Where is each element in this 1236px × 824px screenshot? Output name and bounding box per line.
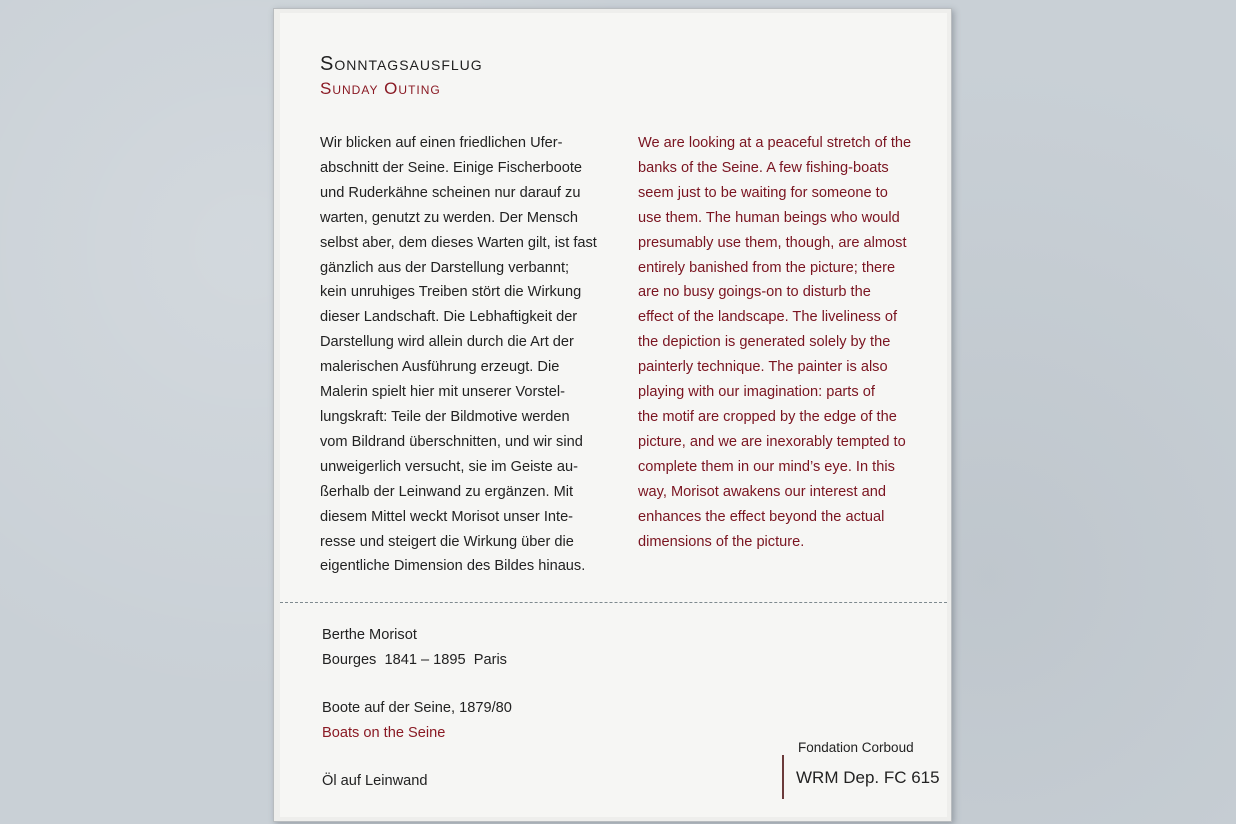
german-text-line: und Ruderkähne scheinen nur darauf zu [320,184,581,201]
english-text-line: picture, and we are inexorably tempted to [638,433,906,450]
english-text-line: presumably use them, though, are almost [638,234,907,251]
vertical-rule [782,755,784,799]
english-text-line: painterly technique. The painter is also [638,359,888,376]
german-text-line: lungskraft: Teile der Bildmotive werden [320,408,570,425]
german-text-line: warten, genutzt zu werden. Der Mensch [320,209,578,226]
german-text-line: ßerhalb der Leinwand zu ergänzen. Mit [320,483,574,500]
german-text-column [320,131,602,579]
english-text-line: dimensions of the picture. [638,533,805,550]
german-text-line: selbst aber, dem dieses Warten gilt, ist fast [320,234,597,251]
german-text-line: diesem Mittel weckt Morisot unser Inte- [320,508,574,525]
german-text-line: Darstellung wird allein durch die Art der [320,334,574,351]
german-text-line: unweigerlich versucht, sie im Geiste au- [320,458,578,475]
english-text-line: We are looking at a peaceful stretch of the [638,135,912,151]
german-text-line: malerischen Ausführung erzeugt. Die [320,359,560,376]
artist-name: Berthe Morisot [322,627,417,643]
german-text-line: Malerin spielt hier mit unserer Vorstel- [320,384,565,401]
label-card-face [280,13,947,817]
inventory-number: WRM Dep. FC 615 [796,768,940,787]
german-text-line: kein unruhiges Treiben stört die Wirkung [320,284,582,301]
english-text-line: the motif are cropped by the edge of the [638,408,897,425]
english-text-line: seem just to be waiting for someone to [638,184,888,201]
title-german: Sonntagsausflug [320,53,483,75]
english-text-line: way, Morisot awakens our interest and [638,483,886,500]
section-divider [280,602,947,603]
artist-life-dates: Bourges 1841 – 1895 Paris [322,652,507,668]
german-text-line: dieser Landschaft. Die Lebhaftigkeit der [320,309,578,326]
german-text-line: abschnitt der Seine. Einige Fischerboote [320,159,583,176]
english-text-column [638,131,918,554]
german-text-line: gänzlich aus der Darstellung verbannt; [320,259,570,276]
english-text-line: use them. The human beings who would [638,209,900,226]
english-text-line: banks of the Seine. A few fishing-boats [638,159,889,176]
german-text-line: Wir blicken auf einen friedlichen Ufer- [320,135,563,151]
work-title-english: Boats on the Seine [322,725,446,741]
english-text-line: entirely banished from the picture; there [638,259,896,276]
museum-label-card [273,8,952,822]
english-text-line: are no busy goings-on to disturb the [638,284,871,301]
german-text-line: resse und steigert die Wirkung über die [320,533,574,550]
german-text-line: eigentliche Dimension des Bildes hinaus. [320,558,586,575]
english-text-line: effect of the landscape. The liveliness of [638,309,898,326]
lender-name: Fondation Corboud [798,740,914,755]
english-text-line: the depiction is generated solely by the [638,334,891,351]
title-english: Sunday Outing [320,79,441,98]
english-text-line: playing with our imagination: parts of [638,384,875,401]
work-title-german: Boote auf der Seine, 1879/80 [322,700,512,716]
german-text-line: vom Bildrand überschnitten, und wir sind [320,433,583,450]
english-text-line: enhances the effect beyond the actual [638,508,885,525]
medium: Öl auf Leinwand [322,773,428,789]
english-text-line: complete them in our mind’s eye. In this [638,458,895,475]
